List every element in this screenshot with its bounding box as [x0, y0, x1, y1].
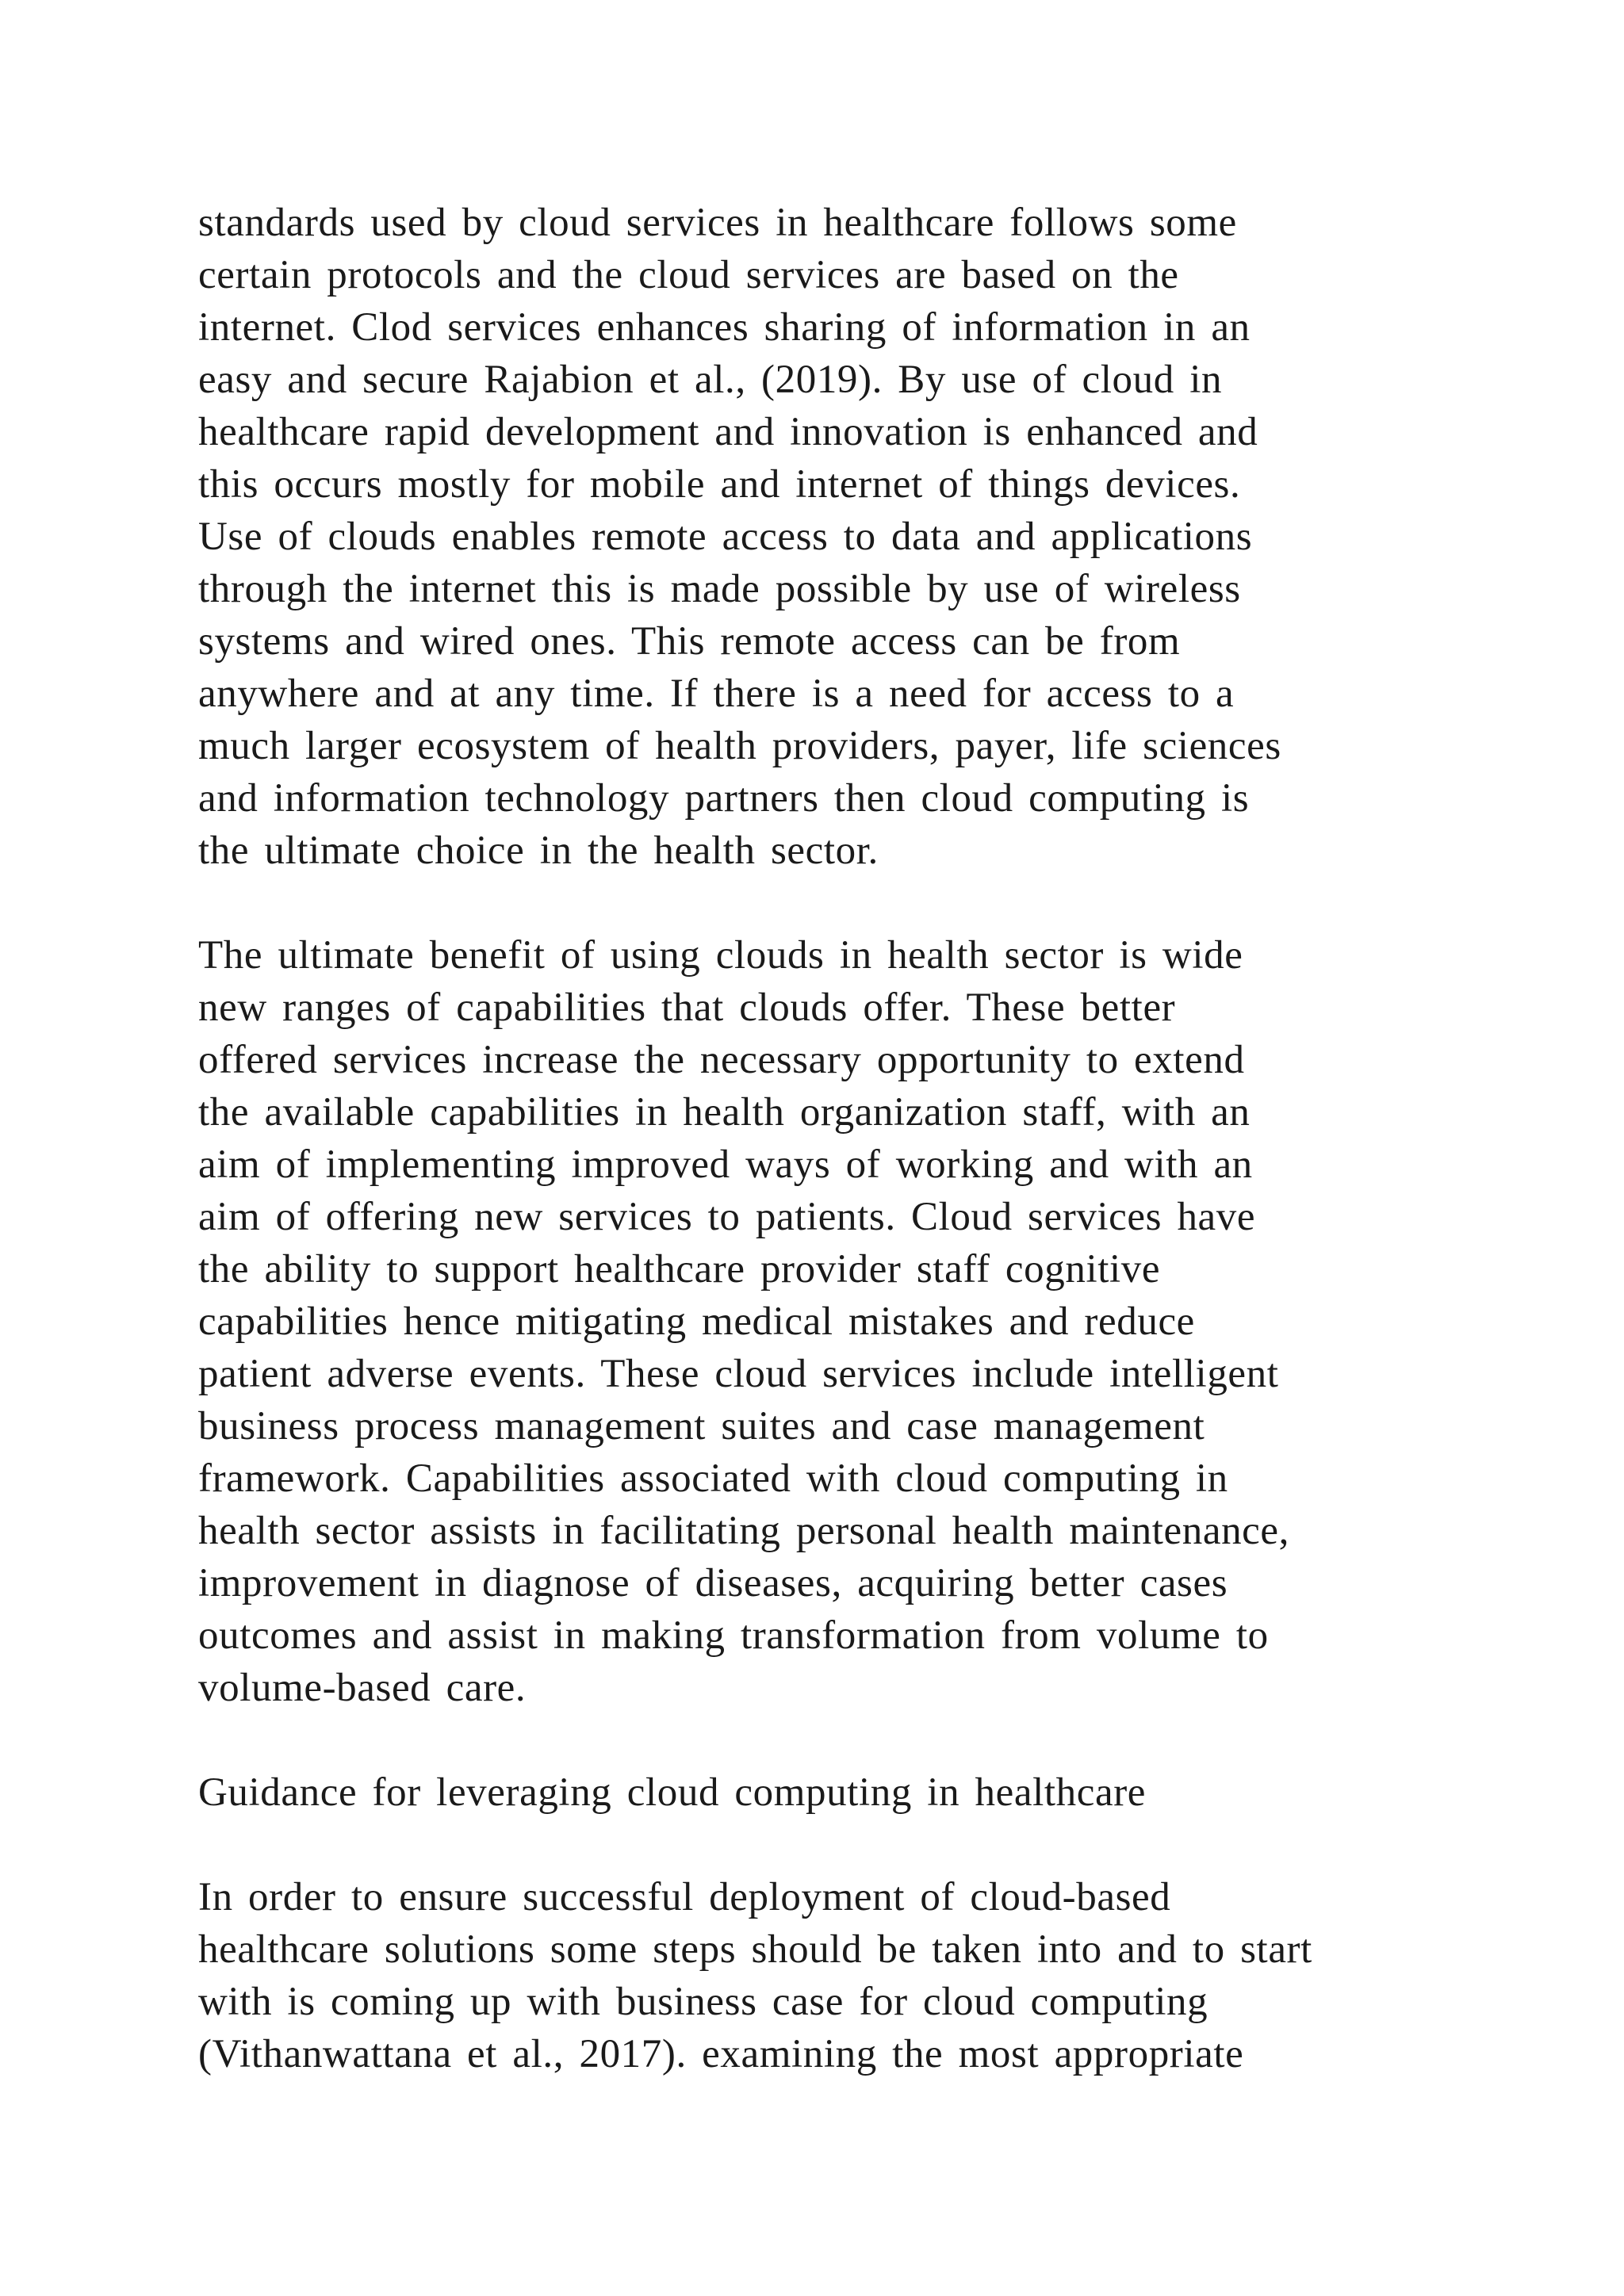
text-line: health sector assists in facilitating personal health maintenance,	[198, 1509, 1289, 1553]
text-line: easy and secure Rajabion et al., (2019). By use of cloud in	[198, 358, 1223, 402]
text-line: and information technology partners then cloud computing is	[198, 776, 1250, 821]
text-line: business process management suites and case management	[198, 1404, 1205, 1448]
text-line: improvement in diagnose of diseases, acquiring better cases	[198, 1561, 1228, 1605]
text-line: aim of offering new services to patients. Cloud services have	[198, 1195, 1256, 1239]
text-line: with is coming up with business case for cloud computing	[198, 1980, 1208, 2024]
text-line: offered services increase the necessary opportunity to extend	[198, 1038, 1245, 1082]
text-line: new ranges of capabilities that clouds offer. These better	[198, 985, 1176, 1030]
text-line: patient adverse events. These cloud services include intelligent	[198, 1352, 1279, 1396]
text-line: The ultimate benefit of using clouds in health sector is wide	[198, 933, 1243, 978]
text-line: framework. Capabilities associated with cloud computing in	[198, 1456, 1228, 1501]
text-line: much larger ecosystem of health providers, payer, life sciences	[198, 724, 1281, 768]
text-line: the ability to support healthcare provider staff cognitive	[198, 1247, 1161, 1292]
section-heading: Guidance for leveraging cloud computing in healthcare	[198, 1770, 1147, 1815]
text-line: (Vithanwattana et al., 2017). examining the most appropriate	[198, 2032, 1244, 2076]
text-line: internet. Clod services enhances sharing of information in an	[198, 305, 1251, 350]
text-line: the ultimate choice in the health sector.	[198, 828, 879, 873]
text-line: volume-based care.	[198, 1666, 527, 1710]
text-line: In order to ensure successful deployment of cloud-based	[198, 1875, 1171, 1919]
text-line: through the internet this is made possible by use of wireless	[198, 567, 1241, 611]
text-line: the available capabilities in health organization staff, with an	[198, 1090, 1251, 1135]
text-line: healthcare solutions some steps should be taken into and to start	[198, 1927, 1312, 1972]
text-line: anywhere and at any time. If there is a need for access to a	[198, 672, 1235, 716]
text-line: Use of clouds enables remote access to data and applications	[198, 515, 1253, 559]
text-line: standards used by cloud services in healthcare follows some	[198, 201, 1237, 245]
text-line: healthcare rapid development and innovation is enhanced and	[198, 410, 1258, 454]
text-line: certain protocols and the cloud services are based on the	[198, 253, 1179, 297]
text-line: aim of implementing improved ways of working and with an	[198, 1142, 1253, 1187]
text-line: capabilities hence mitigating medical mistakes and reduce	[198, 1299, 1195, 1344]
text-line: this occurs mostly for mobile and internet of things devices.	[198, 462, 1241, 507]
text-line: outcomes and assist in making transformation from volume to	[198, 1613, 1269, 1658]
text-line: systems and wired ones. This remote access can be from	[198, 619, 1181, 664]
